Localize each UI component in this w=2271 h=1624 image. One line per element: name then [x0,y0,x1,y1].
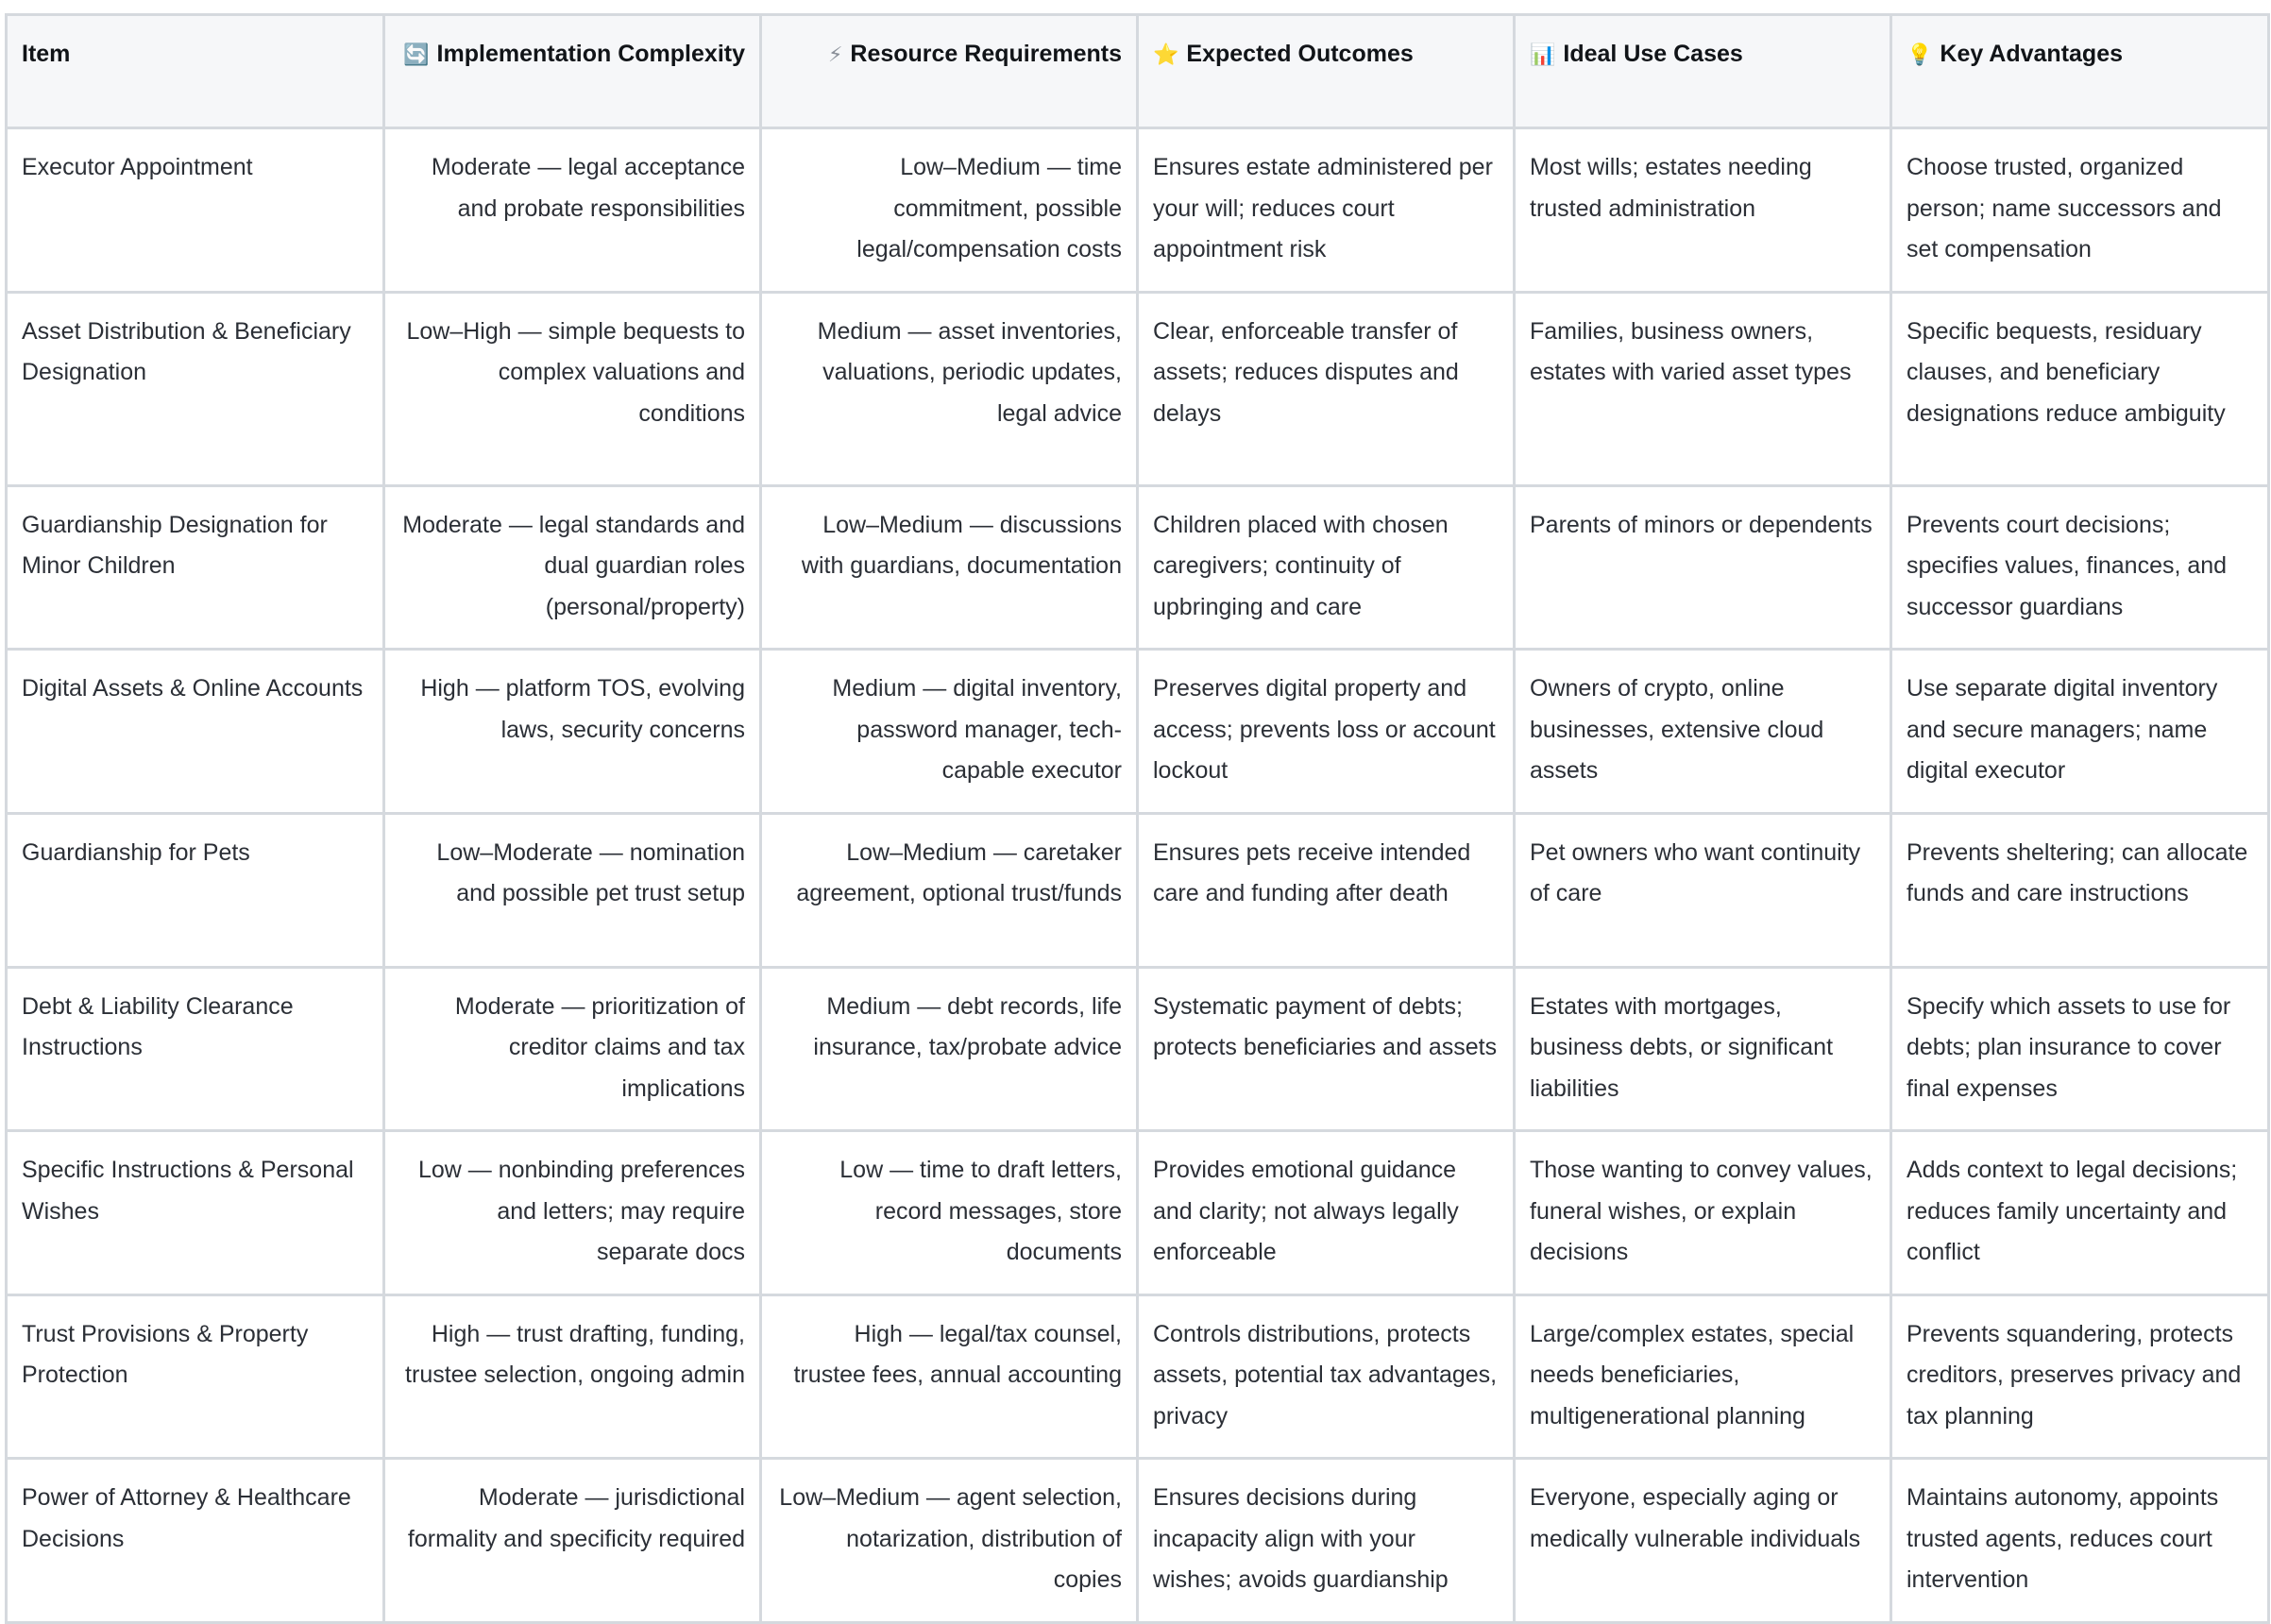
cell-resource-requirements: Low–Medium — agent selection, notarization, distribution of copies [761,1459,1138,1623]
cell-implementation-complexity: High — trust drafting, funding, trustee selection, ongoing admin [384,1294,761,1459]
table-row [7,1294,2269,1459]
comparison-table [5,13,2270,1624]
cell-resource-requirements: Low–Medium — discussions with guardians, documentation [761,485,1138,650]
cell-item: Trust Provisions & Property Protection [7,1294,384,1459]
cell-key-advantages: Specific bequests, residuary clauses, and beneficiary designations reduce ambiguity [1891,292,2269,485]
table-row [7,292,2269,485]
cell-key-advantages: Prevents sheltering; can allocate funds and care instructions [1891,813,2269,967]
column-header-label: Resource Requirements [850,41,1122,67]
cell-ideal-use-cases: Families, business owners, estates with varied asset types [1515,292,1891,485]
bar-chart-icon: 📊 [1530,42,1556,66]
refresh-icon: 🔄 [403,42,430,66]
cell-key-advantages: Specify which assets to use for debts; plan insurance to cover final expenses [1891,967,2269,1131]
cell-expected-outcomes: Ensures estate administered per your will; reduces court appointment risk [1138,128,1515,293]
column-header-item[interactable] [7,15,384,128]
cell-ideal-use-cases: Those wanting to convey values, funeral wishes, or explain decisions [1515,1131,1891,1295]
cell-ideal-use-cases: Everyone, especially aging or medically vulnerable individuals [1515,1459,1891,1623]
table-row [7,967,2269,1131]
cell-implementation-complexity: Low–High — simple bequests to complex valuations and conditions [384,292,761,485]
cell-ideal-use-cases: Pet owners who want continuity of care [1515,813,1891,967]
cell-resource-requirements: Medium — debt records, life insurance, tax/probate advice [761,967,1138,1131]
column-header-label: Item [22,41,71,67]
column-header-key-advantages[interactable] [1891,15,2269,128]
cell-expected-outcomes: Clear, enforceable transfer of assets; reduces disputes and delays [1138,292,1515,485]
cell-implementation-complexity: Low–Moderate — nomination and possible pet trust setup [384,813,761,967]
cell-ideal-use-cases: Estates with mortgages, business debts, or significant liabilities [1515,967,1891,1131]
cell-ideal-use-cases: Most wills; estates needing trusted administration [1515,128,1891,293]
cell-item: Executor Appointment [7,128,384,293]
star-icon: ⭐ [1153,42,1179,66]
cell-resource-requirements: Low — time to draft letters, record messages, store documents [761,1131,1138,1295]
lightbulb-icon: 💡 [1907,42,1933,66]
cell-implementation-complexity: Low — nonbinding preferences and letters; may require separate docs [384,1131,761,1295]
cell-key-advantages: Maintains autonomy, appoints trusted agents, reduces court intervention [1891,1459,2269,1623]
cell-key-advantages: Prevents squandering, protects creditors, preserves privacy and tax planning [1891,1294,2269,1459]
column-header-ideal-use-cases[interactable] [1515,15,1891,128]
column-header-label: Expected Outcomes [1186,41,1414,67]
cell-resource-requirements: Low–Medium — caretaker agreement, optional trust/funds [761,813,1138,967]
table-row [7,128,2269,293]
column-header-resource-requirements[interactable] [761,15,1138,128]
table-row [7,485,2269,650]
column-header-label: Implementation Complexity [436,41,745,67]
cell-item: Debt & Liability Clearance Instructions [7,967,384,1131]
cell-ideal-use-cases: Owners of crypto, online businesses, extensive cloud assets [1515,650,1891,814]
table-row [7,813,2269,967]
cell-item: Guardianship for Pets [7,813,384,967]
cell-item: Guardianship Designation for Minor Children [7,485,384,650]
cell-implementation-complexity: Moderate — legal standards and dual guardian roles (personal/property) [384,485,761,650]
cell-expected-outcomes: Ensures pets receive intended care and funding after death [1138,813,1515,967]
cell-key-advantages: Adds context to legal decisions; reduces family uncertainty and conflict [1891,1131,2269,1295]
column-header-implementation-complexity[interactable] [384,15,761,128]
column-header-expected-outcomes[interactable] [1138,15,1515,128]
cell-expected-outcomes: Controls distributions, protects assets, potential tax advantages, privacy [1138,1294,1515,1459]
cell-resource-requirements: Low–Medium — time commitment, possible legal/compensation costs [761,128,1138,293]
cell-key-advantages: Choose trusted, organized person; name successors and set compensation [1891,128,2269,293]
cell-expected-outcomes: Provides emotional guidance and clarity; not always legally enforceable [1138,1131,1515,1295]
comparison-table-container [5,13,2267,1624]
lightning-icon: ⚡ [827,42,843,66]
cell-expected-outcomes: Ensures decisions during incapacity align with your wishes; avoids guardianship [1138,1459,1515,1623]
cell-expected-outcomes: Children placed with chosen caregivers; continuity of upbringing and care [1138,485,1515,650]
cell-implementation-complexity: Moderate — jurisdictional formality and specificity required [384,1459,761,1623]
column-header-label: Ideal Use Cases [1563,41,1743,67]
cell-item: Digital Assets & Online Accounts [7,650,384,814]
cell-item: Asset Distribution & Beneficiary Designation [7,292,384,485]
cell-resource-requirements: Medium — digital inventory, password manager, tech-capable executor [761,650,1138,814]
cell-ideal-use-cases: Parents of minors or dependents [1515,485,1891,650]
cell-key-advantages: Use separate digital inventory and secure managers; name digital executor [1891,650,2269,814]
cell-ideal-use-cases: Large/complex estates, special needs beneficiaries, multigenerational planning [1515,1294,1891,1459]
table-row [7,1459,2269,1623]
cell-resource-requirements: High — legal/tax counsel, trustee fees, annual accounting [761,1294,1138,1459]
cell-implementation-complexity: Moderate — legal acceptance and probate responsibilities [384,128,761,293]
cell-implementation-complexity: Moderate — prioritization of creditor claims and tax implications [384,967,761,1131]
table-row [7,650,2269,814]
table-row [7,1131,2269,1295]
cell-item: Specific Instructions & Personal Wishes [7,1131,384,1295]
cell-resource-requirements: Medium — asset inventories, valuations, periodic updates, legal advice [761,292,1138,485]
cell-item: Power of Attorney & Healthcare Decisions [7,1459,384,1623]
column-header-label: Key Advantages [1940,41,2123,67]
cell-implementation-complexity: High — platform TOS, evolving laws, security concerns [384,650,761,814]
table-header-row [7,15,2269,128]
cell-expected-outcomes: Systematic payment of debts; protects beneficiaries and assets [1138,967,1515,1131]
cell-expected-outcomes: Preserves digital property and access; prevents loss or account lockout [1138,650,1515,814]
cell-key-advantages: Prevents court decisions; specifies values, finances, and successor guardians [1891,485,2269,650]
